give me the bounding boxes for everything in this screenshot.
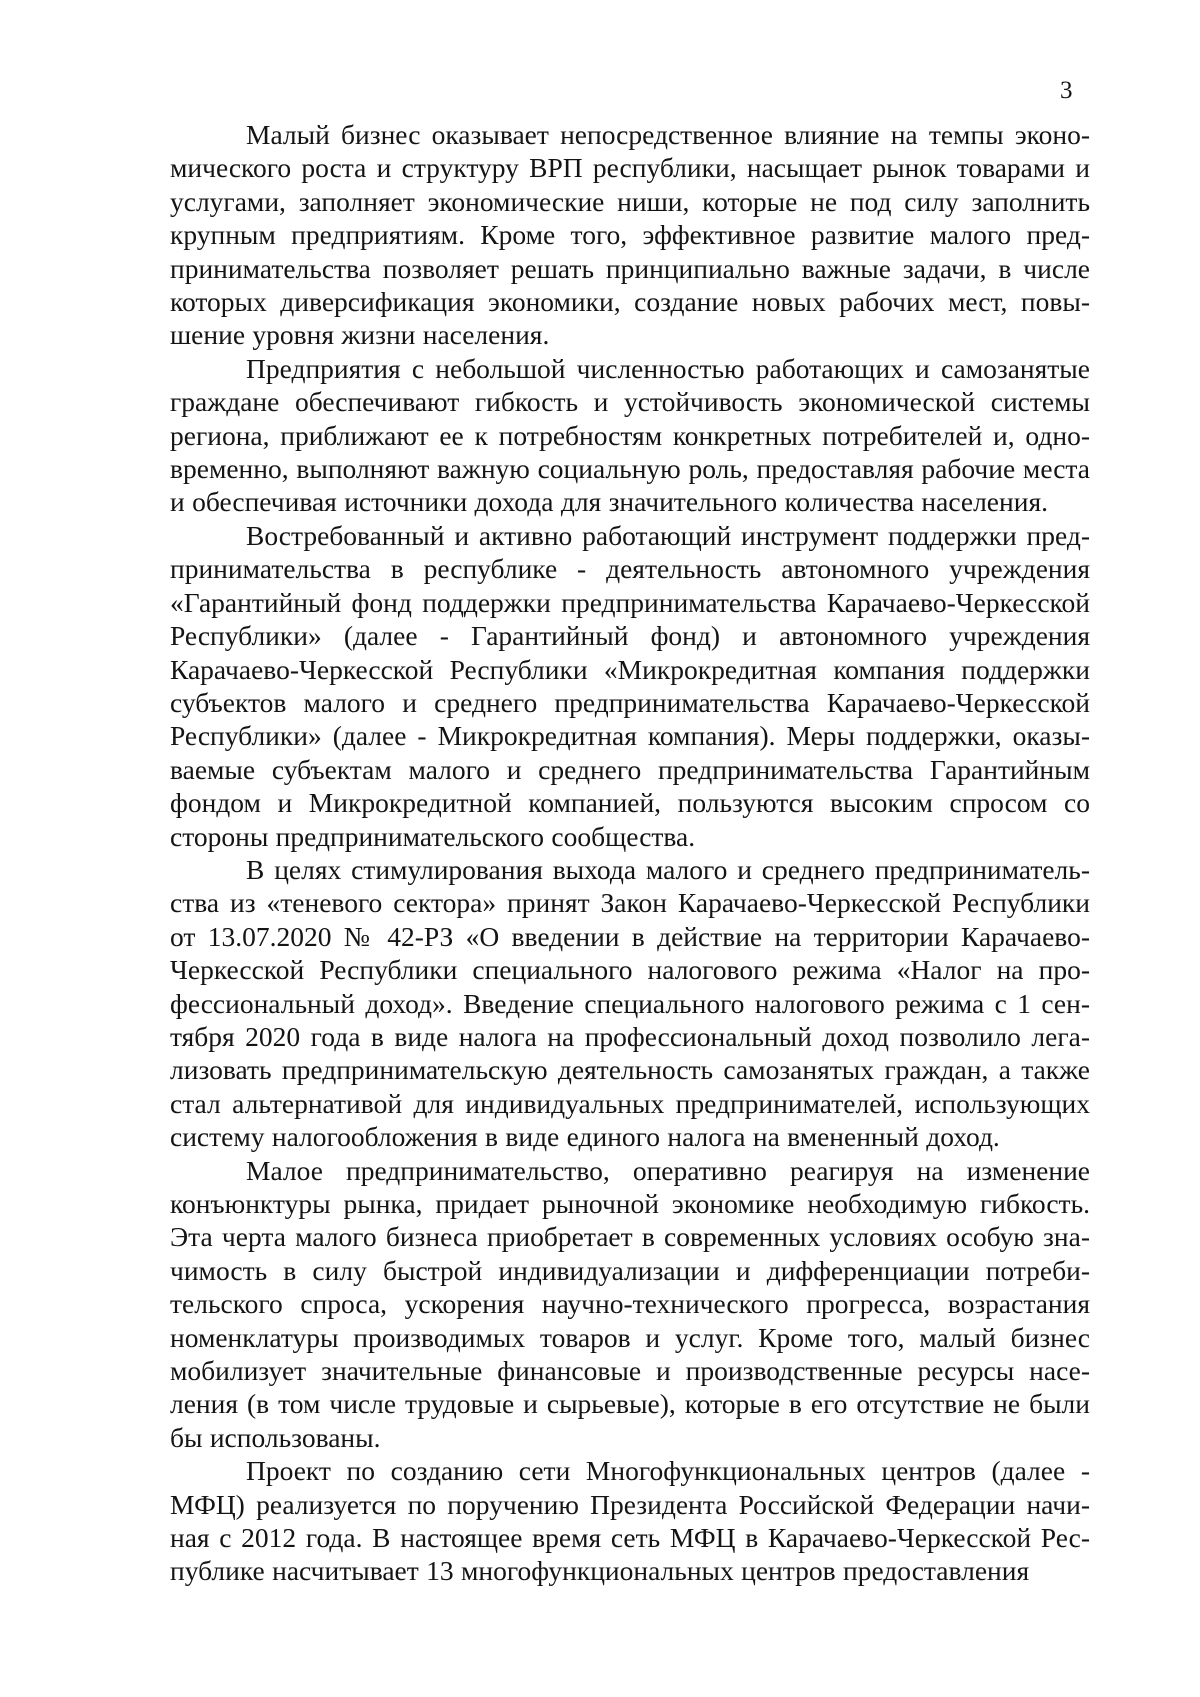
- paragraph-mfc-network: Проект по созданию сети Многофункциональных центров (далее - МФЦ) реализуется по поручению Президента Российской Федерации начиная с 2012 года. В настоящее время сеть МФЦ в Карачаево-Черкесской Республике насчитывает 13 многофункциональных центров предоставления: [170, 1455, 1090, 1587]
- paragraph-guarantee-fund: Востребованный и активно работающий инструмент поддержки предпринимательства в республике - деятельность автономного учреждения «Гарантийный фонд поддержки предпринимательства Карачаево-Черкесской Республики» (далее - Гарантийный фонд) и автономного учреждения Карачаево-Черкесской Республики «Микрокредитная компания поддержки субъектов малого и среднего предпринимательства Карачаево-Черкесской Республики» (далее - Микрокредитная компания). Меры поддержки, оказываемые субъектам малого и среднего предпринимательства Гарантийным фондом и Микрокредитной компанией, пользуются высоким спросом со стороны предпринимательского сообщества.: [170, 519, 1090, 852]
- body-text: [170, 118, 1090, 1588]
- page-number: 3: [1060, 77, 1073, 104]
- paragraph-market-flexibility: Малое предпринимательство, оперативно реагируя на изменение конъюнктуры рынка, придает рыночной экономике необходимую гибкость. Эта черта малого бизнеса приобретает в современных условиях особую значимость в силу быстрой индивидуализации и дифференциации потребительского спроса, ускорения научно-технического прогресса, возрастания номенклатуры производимых товаров и услуг. Кроме того, малый бизнес мобилизует значительные финансовые и производственные ресурсы населения (в том числе трудовые и сырьевые), которые в его отсутствие не были бы использованы.: [170, 1154, 1090, 1453]
- paragraph-professional-income-tax: В целях стимулирования выхода малого и среднего предпринимательства из «теневого сектора» принят Закон Карачаево-Черкесской Республики от 13.07.2020 № 42-РЗ «О введении в действие на территории Карачаево-Черкесской Республики специального налогового режима «Налог на профессиональный доход». Введение специального налогового режима с 1 сентября 2020 года в виде налога на профессиональный доход позволило легализовать предпринимательскую деятельность самозанятых граждан, а также стал альтернативой для индивидуальных предпринимателей, использующих систему налогообложения в виде единого налога на вмененный доход.: [170, 853, 1090, 1153]
- paragraph-small-business-impact: Малый бизнес оказывает непосредственное влияние на темпы экономического роста и структуру ВРП республики, насыщает рынок товарами и услугами, заполняет экономические ниши, которые не под силу заполнить крупным предприятиям. Кроме того, эффективное развитие малого предпринимательства позволяет решать принципиально важные задачи, в числе которых диверсификация экономики, создание новых рабочих мест, повышение уровня жизни населения.: [170, 119, 1090, 351]
- paragraph-small-enterprises-flexibility: Предприятия с небольшой численностью работающих и самозанятые граждане обеспечивают гибкость и устойчивость экономической системы региона, приближают ее к потребностям конкретных потребителей и, одновременно, выполняют важную социальную роль, предоставляя рабочие места и обеспечивая источники дохода для значительного количества населения.: [170, 352, 1090, 518]
